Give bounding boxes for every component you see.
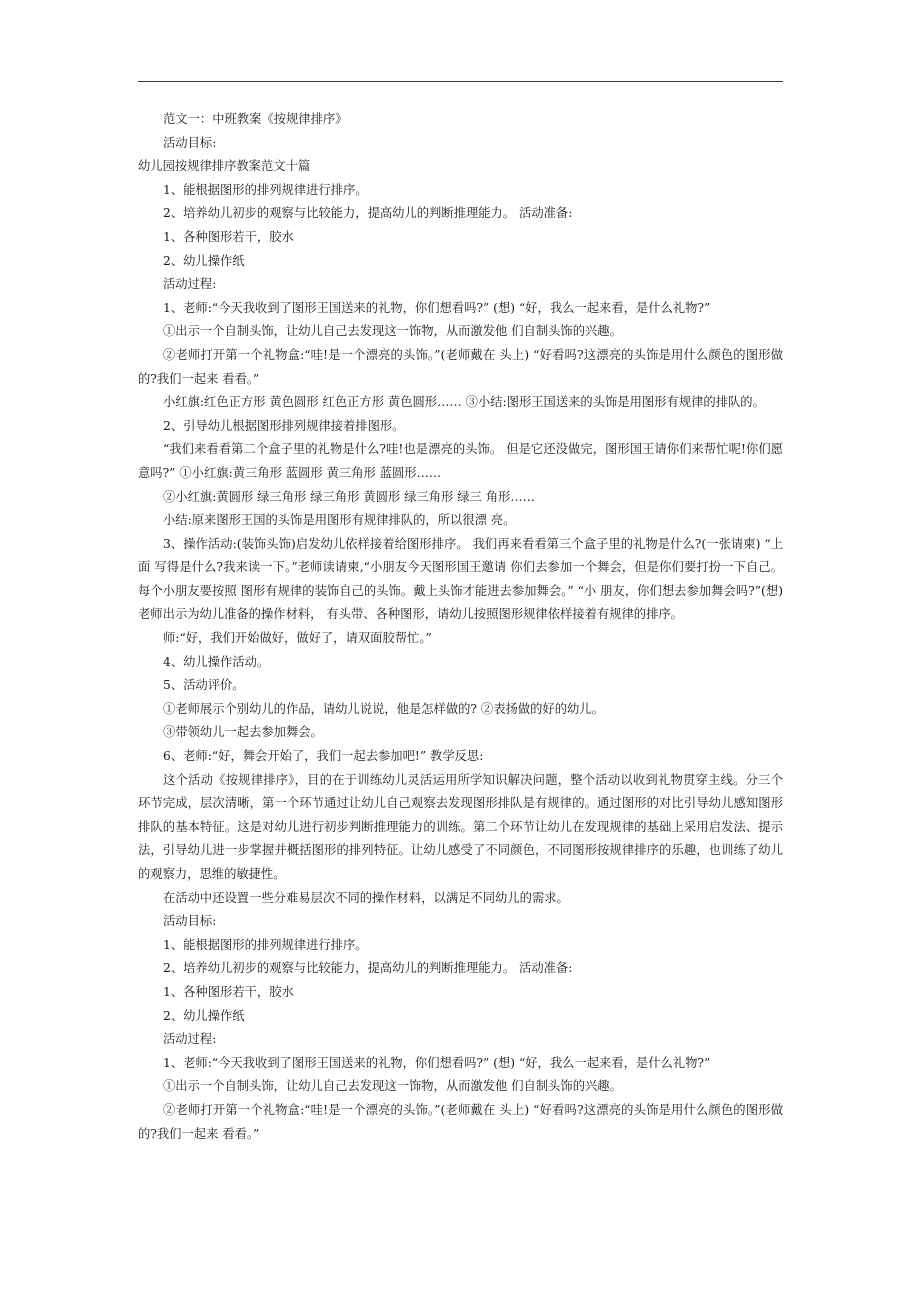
paragraph: 6、老师:“好，舞会开始了，我们一起去参加吧!” 教学反思: [163, 749, 484, 764]
paragraph: 这个活动《按规律排序》，目的在于训练幼儿灵活运用所学知识解决问题，整个活动以收到礼物贯穿主线。分三个环节完成，层次清晰，第一个环节通过让幼儿自己观察去发现图形排队是有规律的。通过图形的对比引导幼儿感知图形排队的基本特征。这是对幼儿进行初步判断推理能力的训练。第二个环节让幼儿在发现规律的基础上采用启发法、提示法，引导幼儿进一步掌握并概括图形的排列特征。让幼儿感受了不同颜色，不同图形按规律排序的乐趣，也训练了幼儿的观察力，思维的敏捷性。 [138, 772, 783, 881]
paragraph: 1、能根据图形的排列规律进行排序。 [163, 182, 368, 197]
document-title: 幼儿园按规律排序教案范文十篇 [138, 159, 311, 174]
paragraph: 小结:原来图形王国的头饰是用图形有规律排队的，所以很漂 亮。 [163, 513, 516, 528]
paragraph: 活动目标: [163, 135, 217, 150]
paragraph: ①出示一个自制头饰，让幼儿自己去发现这一饰物，从而激发他 们自制头饰的兴趣。 [163, 324, 622, 339]
document-body [138, 108, 783, 1146]
paragraph: 2、培养幼儿初步的观察与比较能力，提高幼儿的判断推理能力。 活动准备: [163, 206, 573, 221]
paragraph: 2、幼儿操作纸 [163, 1008, 245, 1023]
paragraph: ①出示一个自制头饰，让幼儿自己去发现这一饰物，从而激发他 们自制头饰的兴趣。 [163, 1079, 622, 1094]
paragraph: 2、培养幼儿初步的观察与比较能力，提高幼儿的判断推理能力。 活动准备: [163, 961, 573, 976]
paragraph: ③带领幼儿一起去参加舞会。 [163, 725, 323, 740]
header-rule [138, 81, 783, 82]
paragraph: 师:“好，我们开始做好，做好了，请双面胶帮忙。” [163, 631, 432, 646]
paragraph: 活动过程: [163, 1032, 217, 1047]
paragraph: 1、能根据图形的排列规律进行排序。 [163, 937, 368, 952]
paragraph: ②小红旗:黄圆形 绿三角形 绿三角形 黄圆形 绿三角形 绿三 角形…… [163, 489, 535, 504]
paragraph: ①老师展示个别幼儿的作品，请幼儿说说，他是怎样做的? ②表扬做的好的幼儿。 [163, 701, 604, 716]
paragraph: 1、老师:“今天我收到了图形王国送来的礼物，你们想看吗?” (想) “好，我么一起来看，是什么礼物?” [163, 1055, 711, 1070]
paragraph: 4、幼儿操作活动。 [163, 654, 270, 669]
paragraph: 活动目标: [163, 914, 217, 929]
paragraph: “我们来看看第二个盒子里的礼物是什么?哇!也是漂亮的头饰。 但是它还没做完，图形国王请你们来帮忙呢!你们愿意吗?” ①小红旗:黄三角形 蓝圆形 黄三角形 蓝圆形…… [138, 442, 783, 480]
paragraph: 1、各种图形若干，胶水 [163, 229, 294, 244]
paragraph: 1、老师:“今天我收到了图形王国送来的礼物，你们想看吗?” (想) “好，我么一起来看，是什么礼物?” [163, 300, 711, 315]
paragraph: 2、幼儿操作纸 [163, 253, 245, 268]
paragraph: 范文一：中班教案《按规律排序》 [163, 112, 348, 126]
paragraph: 小红旗:红色正方形 黄色圆形 红色正方形 黄色圆形…… ③小结:图形王国送来的头饰是用图形有规律的排队的。 [163, 395, 765, 410]
paragraph: 3、操作活动:(装饰头饰)启发幼儿依样接着给图形排序。 我们再来看看第三个盒子里的礼物是什么?(一张请柬) “上面 写得是什么?我来读一下。”老师读请柬,“小朋友今天图形国王邀请 你们去参加一个舞会，但是你们要打扮一下自己。每个小朋友要按照 图形有规律的装饰自己的头饰。戴上头饰才能进去参加舞会。” “小 朋友，你们想去参加舞会吗?”(想) 老师出示为幼儿准备的操作材料， 有头带、各种图形，请幼儿按照图形规律依样接着有规律的排序。 [138, 536, 783, 622]
paragraph: ②老师打开第一个礼物盒:“哇!是一个漂亮的头饰。”(老师戴在 头上) “好看吗?这漂亮的头饰是用什么颜色的图形做的?我们一起来 看看。” [138, 347, 783, 386]
paragraph: 5、活动评价。 [163, 678, 245, 693]
paragraph: 活动过程: [163, 277, 217, 292]
paragraph: ②老师打开第一个礼物盒:“哇!是一个漂亮的头饰。”(老师戴在 头上) “好看吗?这漂亮的头饰是用什么颜色的图形做的?我们一起来 看看。” [138, 1102, 783, 1141]
paragraph: 2、引导幼儿根据图形排列规律接着排图形。 [163, 418, 405, 433]
paragraph: 在活动中还设置一些分难易层次不同的操作材料，以满足不同幼儿的需求。 [163, 890, 569, 905]
paragraph: 1、各种图形若干，胶水 [163, 984, 294, 999]
